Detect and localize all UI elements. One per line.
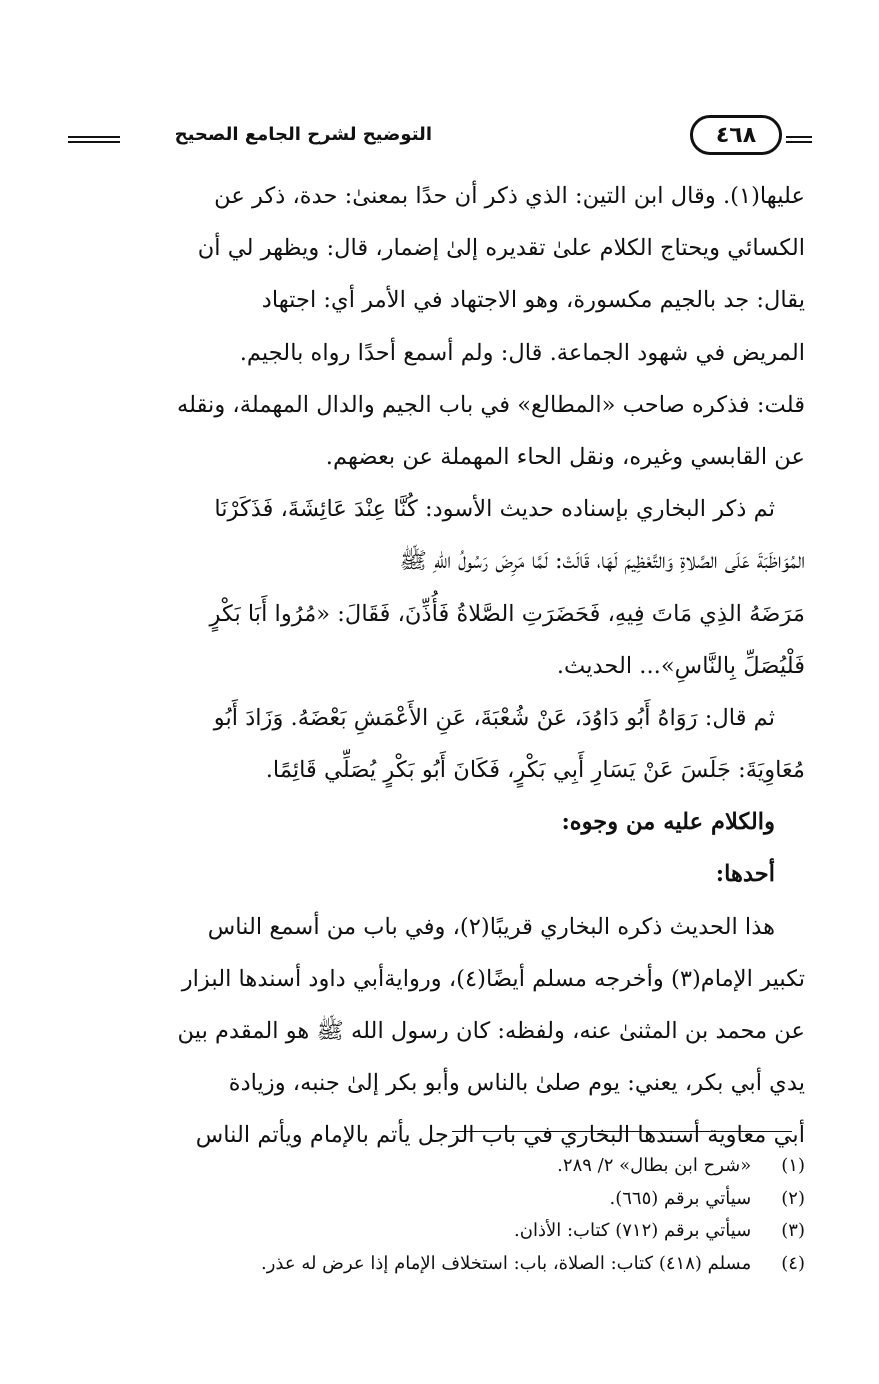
footnote: [76, 1248, 805, 1281]
page-number-badge: [690, 115, 782, 155]
footnote-number: (٤): [781, 1252, 805, 1274]
text-line: عن القابسي وغيره، ونقل الحاء المهملة عن بعضهم.: [325, 443, 805, 470]
footnote-text: «شرح ابن بطال» ٢/ ٢٨٩.: [557, 1155, 752, 1176]
text-line: الكسائي ويحتاج الكلام علىٰ تقديره إلىٰ إضمار، قال: ويظهر لي أن: [197, 235, 805, 262]
text-line: قلت: فذكره صاحب «المطالع» في باب الجيم والدال المهملة، ونقله: [177, 391, 805, 418]
text-line: يقال: جد بالجيم مكسورة، وهو الاجتهاد في الأمر أي: اجتهاد: [261, 287, 805, 314]
header-rule-left: [68, 136, 120, 143]
footnote: [76, 1183, 805, 1216]
running-header: [68, 112, 812, 160]
section-heading: والكلام عليه من وجوه:: [561, 809, 775, 836]
footnotes: [76, 1150, 805, 1280]
text-line: ثم ذكر البخاري بإسناده حديث الأسود: كُنَّا عِنْدَ عَائِشَةَ، فَذَكَرْنَا: [214, 496, 775, 523]
text-line: ثم قال: رَوَاهُ أَبُو دَاوُدَ، عَنْ شُعْبَةَ، عَنِ الأَعْمَشِ بَعْضَهُ. وَزَادَ أَبُو: [213, 704, 775, 731]
footnote-text: سيأتي برقم (٦٦٥).: [609, 1187, 752, 1209]
footnote-text: سيأتي برقم (٧١٢) كتاب: الأذان.: [514, 1220, 752, 1241]
text-line: أبي معاوية أسندها البخاري في باب الرجل يأتم بالإمام ويأتم الناس: [195, 1122, 805, 1149]
text-line: عليها(١). وقال ابن التين: الذي ذكر أن حدًا بمعنىٰ: حدة، ذكر عن: [214, 183, 805, 209]
text-line: فَلْيُصَلِّ بِالنَّاسِ»... الحديث.: [556, 652, 805, 679]
footnote-number: (٢): [781, 1187, 805, 1209]
footnote-separator: [452, 1131, 792, 1132]
text-line: تكبير الإمام(٣) وأخرجه مسلم أيضًا(٤)، وروايةأبي داود أسندها البزار: [181, 965, 805, 992]
text-line: مَرَضَهُ الذِي مَاتَ فِيهِ، فَحَضَرَتِ الصَّلاةُ فَأُذِّنَ، فَقَالَ: «مُرُوا أَبَا بَكْرٍ: [209, 600, 805, 627]
footnote: [76, 1215, 805, 1248]
header-title: التوضيح لشرح الجامع الصحيح: [174, 124, 432, 145]
text-line: عن محمد بن المثنىٰ عنه، ولفظه: كان رسول الله ﷺ هو المقدم بين: [177, 1018, 805, 1044]
footnote: [76, 1150, 805, 1183]
text-line: المريض في شهود الجماعة. قال: ولم أسمع أحدًا رواه بالجيم.: [239, 339, 805, 366]
header-rule-right: [786, 136, 812, 143]
page-number: ٤٦٨: [715, 122, 757, 148]
footnote-number: (١): [781, 1155, 805, 1176]
text-line: يدي أبي بكر، يعني: يوم صلىٰ بالناس وأبو بكر إلىٰ جنبه، وزيادة: [228, 1070, 805, 1097]
main-text: [76, 170, 805, 1162]
text-line: المُوَاظَبَةَ عَلَى الصَّلاةِ وَالتَّعْظِيمَ لَهَا، قَالَتْ: لَمَّا مَرِضَ رَسُولُ اللهِ ﷺ: [399, 548, 805, 575]
text-line: مُعَاوِيَةَ: جَلَسَ عَنْ يَسَارِ أَبِي بَكْرٍ، فَكَانَ أَبُو بَكْرٍ يُصَلِّي قَائِمًا.: [265, 757, 805, 784]
subsection-heading: أحدها:: [715, 861, 775, 888]
text-line: هذا الحديث ذكره البخاري قريبًا(٢)، وفي باب من أسمع الناس: [207, 913, 775, 940]
footnote-text: مسلم (٤١٨) كتاب: الصلاة، باب: استخلاف الإمام إذا عرض له عذر.: [261, 1252, 752, 1274]
footnote-number: (٣): [781, 1220, 805, 1241]
